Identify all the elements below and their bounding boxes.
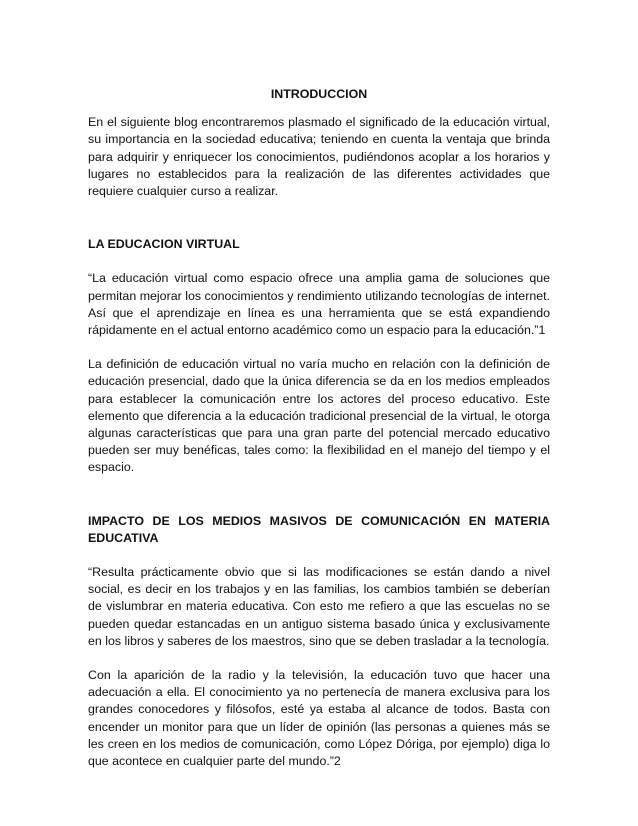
section-heading-impacto-medios: IMPACTO DE LOS MEDIOS MASIVOS DE COMUNICACIÓN EN MATERIA EDUCATIVA [88,513,550,545]
document-page [88,86,550,770]
document-title: INTRODUCCION [270,87,368,101]
section-heading-educacion-virtual: LA EDUCACION VIRTUAL [88,237,240,252]
section2-paragraph-1: “Resulta prácticamente obvio que si las modificaciones se están dando a nivel social, es decir en los trabajos y en las familias, los cambios también se deberían de vislumbrar en materia educativa. Con esto me refiero a que las escuelas no se pueden quedar estancadas en un antiguo sistema basado única y exclusivamente en los libros y saberes de los maestros, sino que se deben trasladar a la tecnología. [88,565,550,648]
section1-paragraph-2: La definición de educación virtual no varía mucho en relación con la definición de educación presencial, dado que la única diferencia se da en los medios empleados para establecer la comunicación entre los actores del proceso educativo. Este elemento que diferencia a la educación tradicional presencial de la virtual, le otorga algunas características que para una gran parte del potencial mercado educativo pueden ser muy benéficas, tales como: la flexibilidad en el manejo del tiempo y el espacio. [88,357,550,475]
intro-paragraph: En el siguiente blog encontraremos plasmado el significado de la educación virtual, su importancia en la sociedad educativa; teniendo en cuenta la ventaja que brinda para adquirir y enriquecer los conocimientos, pudiéndonos acoplar a los horarios y lugares no establecidos para la realización de las diferentes actividades que requiere cualquier curso a realizar. [88,115,550,199]
section2-paragraph-2: Con la aparición de la radio y la televisión, la educación tuvo que hacer una adecuación a ella. El conocimiento ya no pertenecía de manera exclusiva para los grandes conocedores y filósofos, esté ya estaba al alcance de todos. Basta con encender un monitor para que un líder de opinión (las personas a quienes más se les creen en los medios de comunicación, como López Dóriga, por ejemplo) diga lo que acontece en cualquier parte del mundo.”2 [88,668,550,769]
section1-paragraph-1: “La educación virtual como espacio ofrece una amplia gama de soluciones que permitan mejorar los conocimientos y rendimiento utilizando tecnologías de internet. Así que el aprendizaje en línea es una herramienta que se está expandiendo rápidamente en el actual entorno académico como un espacio para la educación.”1 [88,271,550,338]
